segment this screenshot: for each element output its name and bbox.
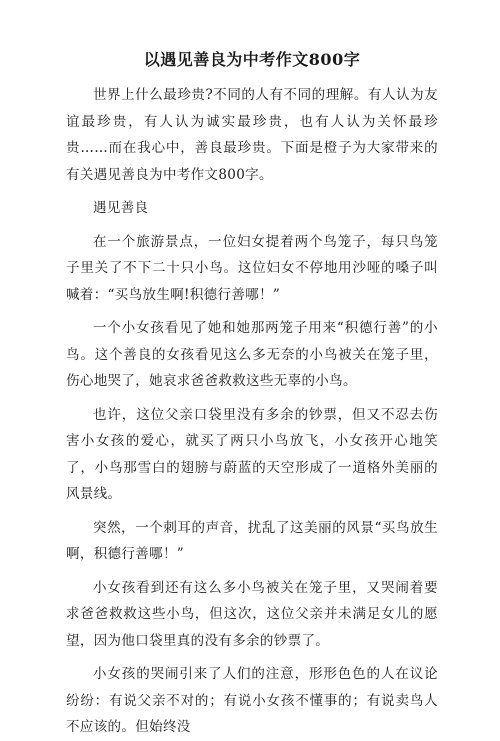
document-title: 以遇见善良为中考作文800字 (143, 50, 361, 69)
body-paragraph: 小女孩的哭闹引来了人们的注意，形形色色的人在议论纷纷：有说父亲不对的；有说小女孩不懂事的；有说卖鸟人不应该的。但始终没 (66, 666, 438, 735)
body-paragraph: 小女孩看到还有这么多小鸟被关在笼子里，又哭闹着要求爸爸救救这些小鸟，但这次，这位父亲并未满足女儿的愿望，因为他口袋里真的没有多余的钞票了。 (66, 579, 438, 649)
body-paragraph: 在一个旅游景点，一位妇女提着两个鸟笼子，每只鸟笼子里关了不下二十只小鸟。这位妇女不停地用沙哑的嗓子叫喊着：“买鸟放生啊!积德行善哪！” (66, 233, 438, 303)
body-paragraph: 突然，一个刺耳的声音，扰乱了这美丽的风景“买鸟放生啊，积德行善哪！” (66, 519, 438, 562)
body-paragraph: 也许，这位父亲口袋里没有多余的钞票，但又不忍去伤害小女孩的爱心，就买了两只小鸟放飞，小女孩开心地笑了，小鸟那雪白的翅膀与蔚蓝的天空形成了一道格外美丽的风景线。 (66, 406, 438, 502)
intro-paragraph: 世界上什么最珍贵?不同的人有不同的理解。有人认为友谊最珍贵，有人认为诚实最珍贵，也有人认为关怀最珍贵……而在我心中，善良最珍贵。下面是橙子为大家带来的有关遇见善良为中考作文800字。 (66, 87, 438, 183)
body-paragraph: 一个小女孩看见了她和她那两笼子用来“积德行善”的小鸟。这个善良的女孩看见这么多无奈的小鸟被关在笼子里，伤心地哭了，她哀求爸爸救救这些无辜的小鸟。 (66, 320, 438, 389)
section-heading: 遇见善良 (93, 200, 149, 216)
